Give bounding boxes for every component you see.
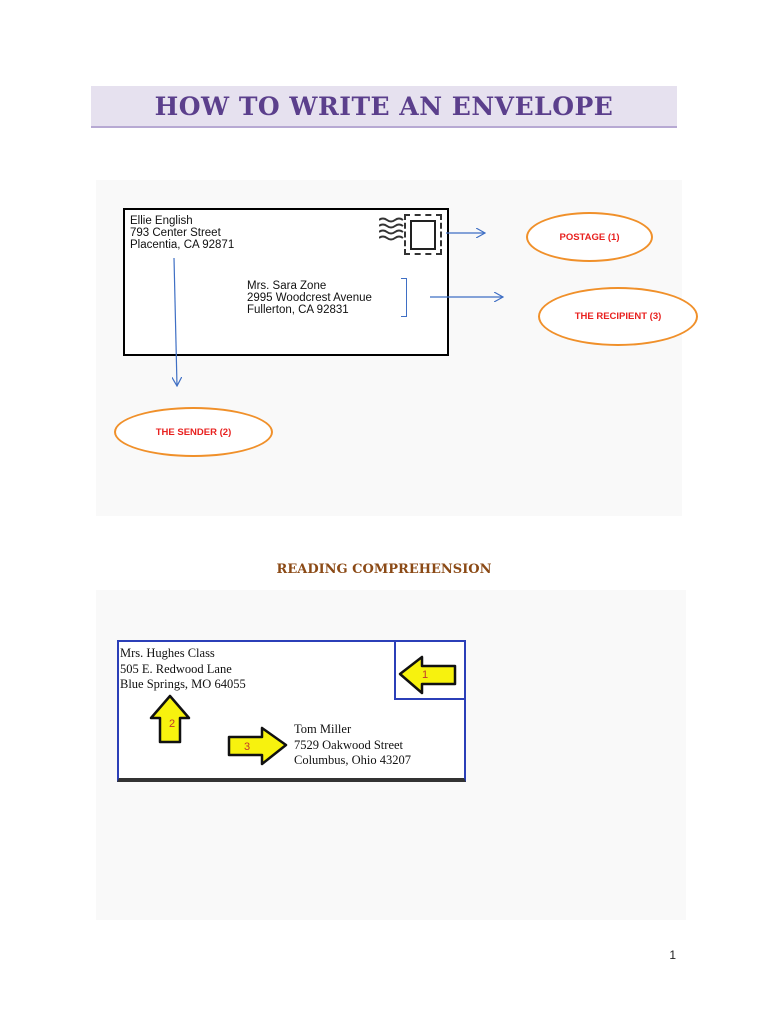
sender2-line-street: 505 E. Redwood Lane xyxy=(120,661,232,676)
sender2-line-name: Mrs. Hughes Class xyxy=(120,646,215,660)
arrow-up-icon xyxy=(151,696,189,742)
arrow-left-icon xyxy=(400,657,455,693)
sender-line-street: 793 Center Street xyxy=(130,227,221,239)
recipient2-line-street: 7529 Oakwood Street xyxy=(294,737,404,752)
sender2-line-city: Blue Springs, MO 64055 xyxy=(120,677,246,691)
recipient2-line-name: Tom Miller xyxy=(294,722,352,736)
arrow-number-1: 1 xyxy=(422,669,429,681)
recipient-line-name: Mrs. Sara Zone xyxy=(247,280,327,292)
recipient-line-street: 2995 Woodcrest Avenue xyxy=(247,292,372,304)
page-title: HOW TO WRITE AN ENVELOPE xyxy=(154,91,614,121)
sender-line-name: Ellie English xyxy=(130,215,193,227)
arrow-number-2: 2 xyxy=(169,718,176,730)
sender-label-text: THE SENDER (2) xyxy=(155,426,232,438)
recipient-label-text: THE RECIPIENT (3) xyxy=(574,311,662,322)
postage-label-text: POSTAGE (1) xyxy=(559,231,620,243)
section-subtitle: READING COMPREHENSION xyxy=(276,562,492,577)
arrow-right-icon xyxy=(229,728,286,764)
page-number: 1 xyxy=(669,948,676,962)
sender-line-city: Placentia, CA 92871 xyxy=(130,239,235,251)
recipient-line-city: Fullerton, CA 92831 xyxy=(247,304,349,316)
recipient2-line-city: Columbus, Ohio 43207 xyxy=(294,753,412,767)
arrow-number-3: 3 xyxy=(244,741,251,753)
